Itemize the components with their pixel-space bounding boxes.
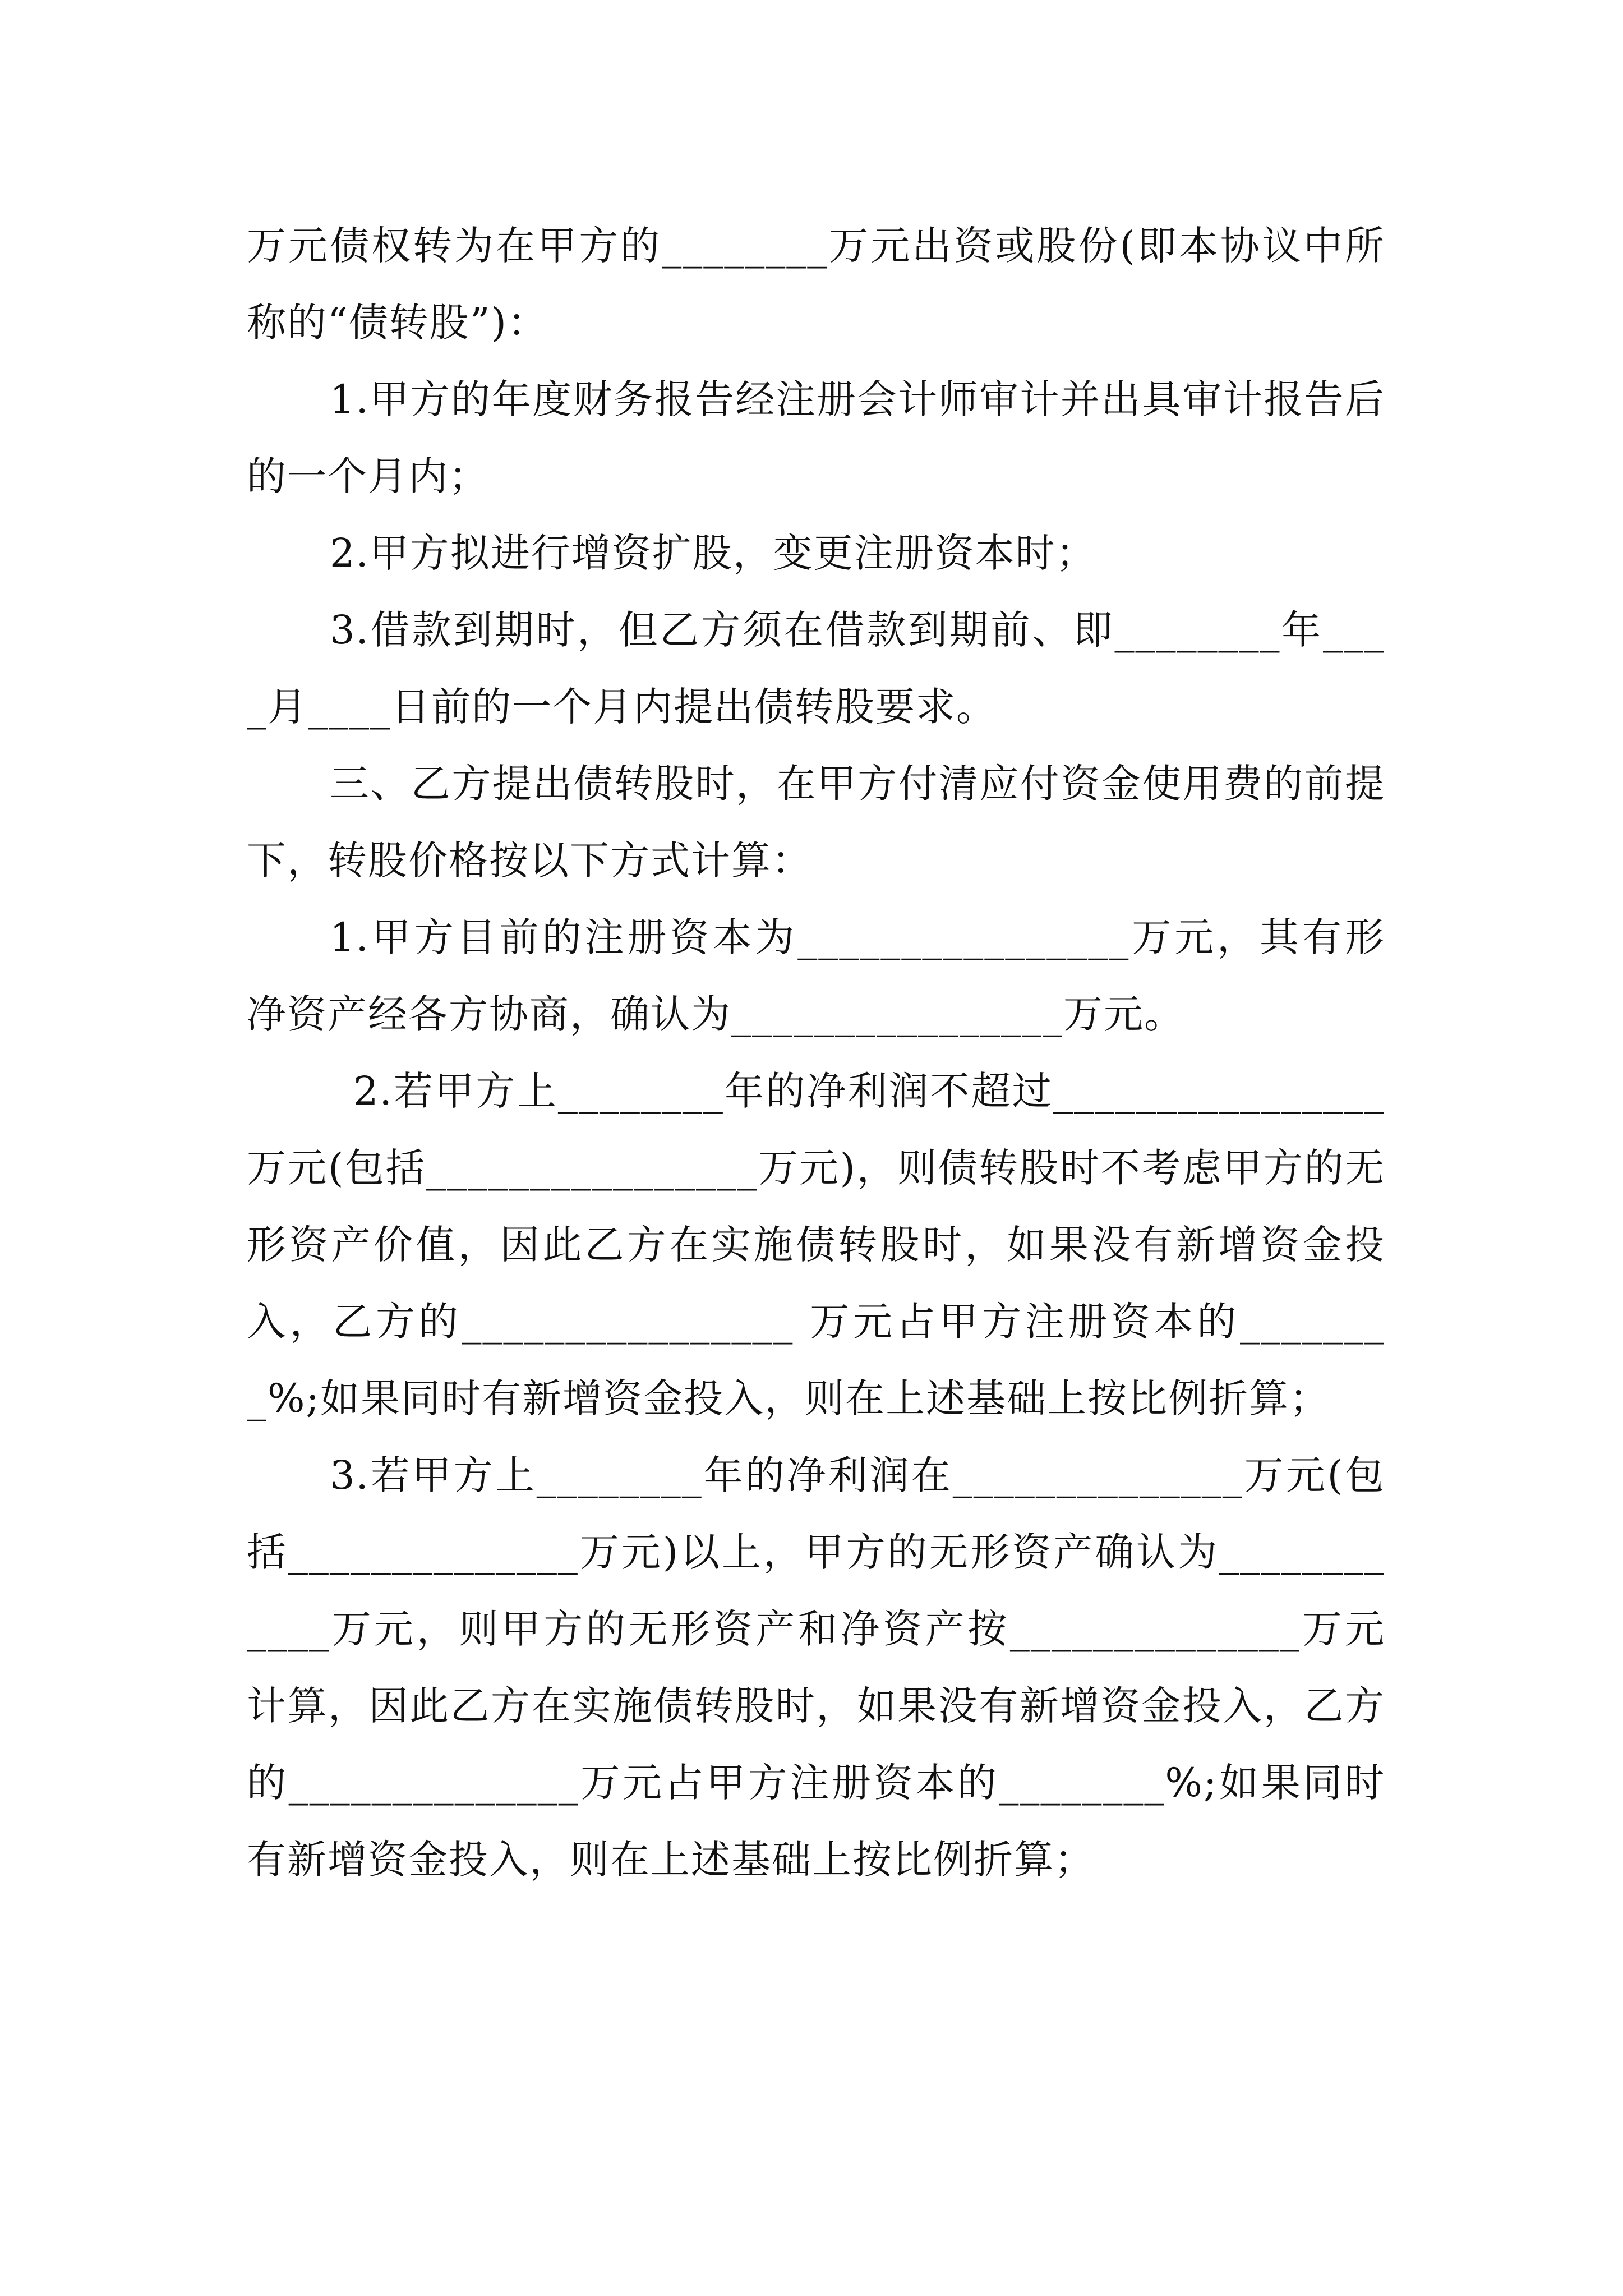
paragraph-condition-2: 2.甲方拟进行增资扩股，变更注册资本时； bbox=[330, 530, 1096, 576]
paragraph-debt-conversion-intro: 万元债权转为在甲方的________万元出资或股份(即本协议中所称的“债转股”)： bbox=[247, 223, 1385, 346]
paragraph-section-3: 三、乙方提出债转股时，在甲方付清应付资金使用费的前提下，转股价格按以下方式计算： bbox=[247, 761, 1385, 884]
paragraph-pricing-2: 2.若甲方上________年的净利润不超过________________万元(包括________________万元)，则债转股时不考虑甲方的无形资产价值，因此乙方在实施债转股时，如果没有新增资金投入，乙方的________________ 万元占甲方注册资本的________%;如果同时有新增资金投入，则在上述基础上按比例折算； bbox=[247, 1068, 1385, 1421]
document-page bbox=[247, 208, 1385, 1898]
paragraph-pricing-1: 1.甲方目前的注册资本为________________万元，其有形净资产经各方协商，确认为________________万元。 bbox=[247, 914, 1385, 1037]
paragraph-pricing-3: 3.若甲方上________年的净利润在______________万元(包括______________万元)以上，甲方的无形资产确认为____________万元，则甲方的无形资产和净资产按______________万元计算，因此乙方在实施债转股时，如果没有新增资金投入，乙方的______________万元占甲方注册资本的________%;如果同时有新增资金投入，则在上述基础上按比例折算； bbox=[247, 1452, 1385, 1883]
paragraph-condition-3: 3.借款到期时，但乙方须在借款到期前、即________年____月____日前的一个月内提出债转股要求。 bbox=[247, 607, 1385, 730]
paragraph-condition-1: 1.甲方的年度财务报告经注册会计师审计并出具审计报告后的一个月内； bbox=[247, 376, 1385, 499]
